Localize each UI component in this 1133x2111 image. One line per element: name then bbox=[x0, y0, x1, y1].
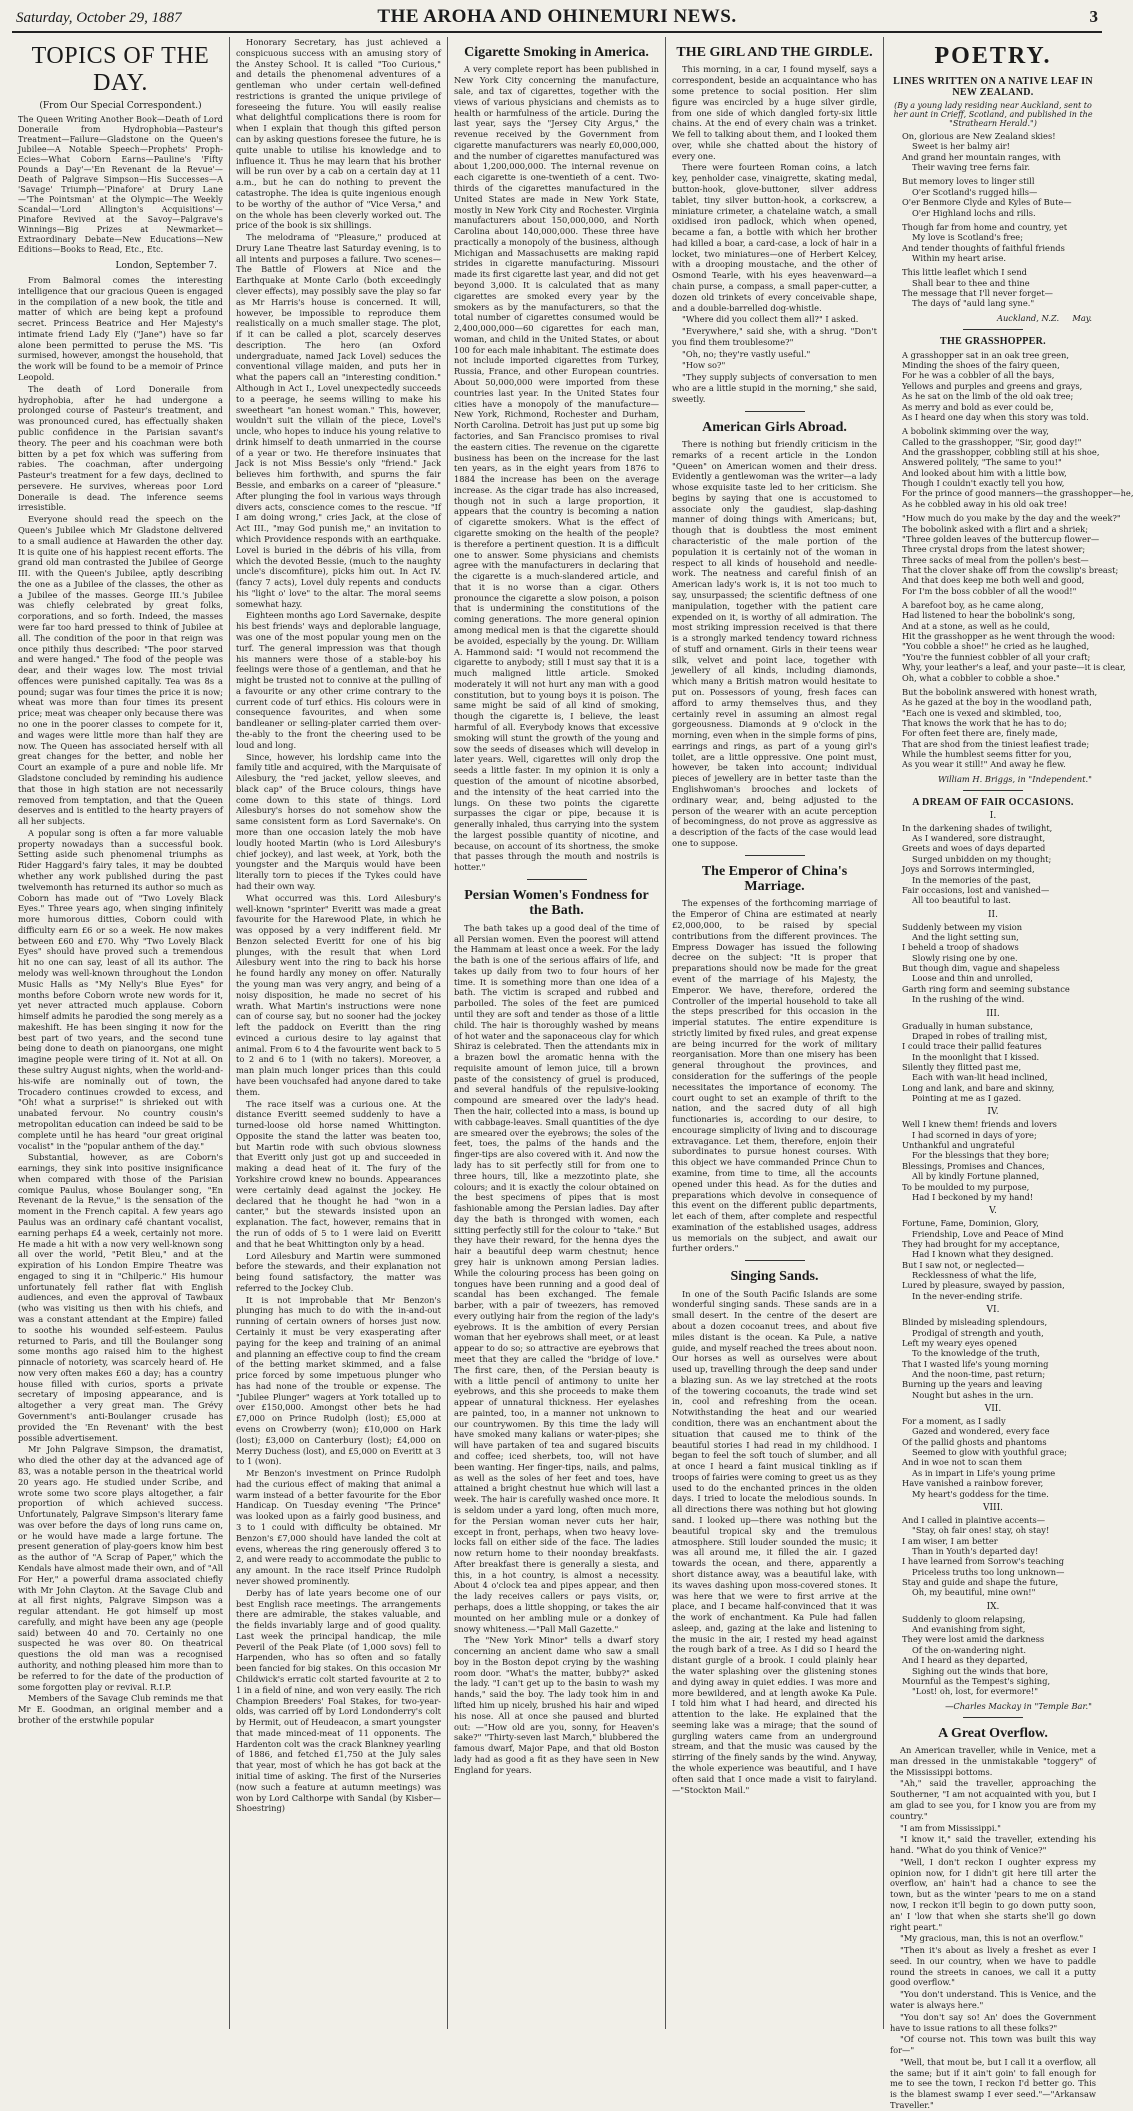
poem-stanza bbox=[902, 1515, 1096, 1598]
poem-line: Pointing at me as I gazed. bbox=[912, 1093, 1022, 1104]
poem-line: And at a stone, as well as he could, bbox=[902, 620, 1051, 631]
section-numeral: IX. bbox=[986, 1601, 1000, 1612]
divider bbox=[745, 411, 805, 412]
poem-stanza bbox=[902, 1119, 1096, 1202]
poem-intro: (By a young lady residing near Auckland, sent to her aunt in Crieff, Scotland, and published in the "Strathearn Herald.") bbox=[893, 101, 1093, 128]
paragraph: "I am from Mississippi." bbox=[900, 1822, 1001, 1833]
column-1 bbox=[12, 37, 230, 2029]
poem-line: All by kindly Fortune planned, bbox=[912, 1171, 1040, 1182]
poem-line: I have learned from Sorrow's teaching bbox=[902, 1556, 1065, 1567]
poem-stanza bbox=[902, 176, 1096, 217]
paragraph: "Oh, no; they're vastly useful." bbox=[682, 348, 811, 359]
poem-line: "Stay, oh fair ones! stay, oh stay! bbox=[912, 1525, 1050, 1536]
poem-stanza bbox=[902, 687, 1096, 770]
poem-line: On, glorious are New Zealand skies! bbox=[902, 131, 1056, 141]
poem-line: My heart's goddess for the time. bbox=[912, 1488, 1049, 1499]
paragraph: The melodrama of "Pleasure," produced at Drury Lane Theatre last Saturday evening, is to all intents and purposes a failure. Two scenes—The Battle of Flowers at Nice and the Earthquake at Monte Carlo (both exceedingly clever effects), may possibly save the play so far as Mr Harris's house is concerned. It will, however, be impossible to reproduce them realistically on a much smaller stage. The plot, if it can be called a plot, scarcely deserves description. The hero (an Oxford undergraduate, named Jack Lovel) seduces the conventional village maiden, and puts her in what the papers call an "interesting condition." Although in Act I., Lovel unexpectedly succeeds to a peerage, he seems willing to make his sweetheart "an honest woman." This, however, wouldn't suit the villain of the piece, Lovel's uncle, who hopes to induce his young relative to drink himself to death unmarried in the course of a year or two. He therefore insinuates that Jack is not Miss Bessie's only "friend." Jack believes him forthwith, and spurns the fair Bessie, and embarks on a career of "pleasure." After plunging the fool in various ways through divers acts, conscience comes to the rescue. "If I am doing wrong," cries Jack, at the close of Act III., "may God punish me," an invitation to which Providence responds with an earthquake. Lovel is buried in the débris of his villa, from which the devoted Bessie, (much to the naughty uncle's discomfiture), picks him out. In Act IV. (fancy 7 acts), Lovel duly repents and conducts his "light o' love" to the altar. The moral seems somewhat hazy. bbox=[236, 232, 441, 609]
poem-line: Answered politely, "The same to you!" bbox=[902, 457, 1062, 468]
poem-line: A bobolink skimming over the way, bbox=[902, 426, 1049, 437]
poem-line: Blessings, Promises and Chances, bbox=[902, 1160, 1045, 1171]
topics-summary: The Queen Writing Another Book—Death of Lord Doneraile from Hydrophobia—Pasteur's Treatment—Failure—Gladstone on the Queen's Jubilee—A Notable Speech—Prophets' Proph-Ecies—What Coborn Earns—Pauline's 'Fifty Pounds a Day'—'En Revenant de la Revue'—Death of Palgrave Simpson—His Successes—A 'Savage' Triumph—'Pinafore' at Drury Lane—'The Pointsman' at the Olympic—The Weekly Scandal—'Lord Allington's Acquisitions'—Pinafore Revived at the Savoy—Palgrave's Winnings—Big Prizes at Newmarket—Extraordinary Debate—New Educations—New Editions—Books to Read, Etc., Etc. bbox=[18, 115, 223, 254]
paragraph: "My gracious, man, this is not an overflow." bbox=[900, 1933, 1084, 1944]
poem-line: Stay and guide and shape the future, bbox=[902, 1577, 1059, 1588]
paragraph: "Well, that mout be, but I call it a overflow, all the same; but if it ain't goin' to fall enough for me to see the town, I reckon I'd better go. This is the blamest swamp I ever seed."—"Arkansaw Traveller." bbox=[890, 2056, 1096, 2111]
poem-line: Three crystal drops from the latest shower; bbox=[902, 544, 1086, 555]
poem-line: "Lost! oh, lost, for evermore!" bbox=[912, 1686, 1039, 1697]
poem-line: The message that I'll never forget— bbox=[902, 288, 1053, 299]
poem-line: Recklessness of what the life, bbox=[912, 1270, 1037, 1281]
poem-line: A barefoot boy, as he came along, bbox=[902, 600, 1044, 611]
poem-line: In the moonlight that I kissed. bbox=[912, 1051, 1040, 1062]
poem-line: Within my heart arise. bbox=[912, 252, 1007, 263]
poem-line: Unthankful and ungrateful bbox=[902, 1140, 1015, 1151]
poem-line: For the prince of good manners—the grasshopper—he, bbox=[902, 488, 1133, 499]
poem-title: LINES WRITTEN ON A NATIVE LEAF IN NEW ZEALAND. bbox=[893, 76, 1093, 98]
poem-stanza bbox=[902, 1416, 1096, 1499]
poem-line: Though I couldn't exactly tell you how, bbox=[902, 478, 1065, 489]
poem-line: Each with wan-lit head inclined, bbox=[912, 1072, 1048, 1083]
poem-line: To be moulded to my purpose, bbox=[902, 1181, 1030, 1192]
poem-stanza bbox=[902, 513, 1121, 596]
paragraph: There were fourteen Roman coins, a latch key, penholder case, vinaigrette, skating medal, button-hook, glove-buttoner, silver address tablet, tiny silver button-hook, a corkscrew, a miniature crimeter, a chatelaine watch, a small oxidised iron padlock, which when opened, became a fan, a bottle with which her brother had killed a boar, a card-case, a lock of hair in a locket, two miniatures—one of Herbert Kelcey, with a drooping moustache, and the other of Osmond Tearle, with his eyes heavenward—a chain purse, a compass, a small paper-cutter, a dozen old trinkets of every conceivable shape, and a double-barrelled dog-whistle. bbox=[672, 162, 877, 313]
poem-line: I had scorned in days of yore; bbox=[912, 1129, 1037, 1140]
poem-line: Their waving tree ferns fair. bbox=[912, 162, 1031, 173]
poem-line: "You cobble a shoe!" he cried as he laughed, bbox=[902, 641, 1090, 652]
poem-line: "How much do you make by the day and the week?" bbox=[902, 513, 1121, 524]
poem-line: Sighing out the winds that bore, bbox=[912, 1665, 1049, 1676]
poem-line: O'er Benmore Clyde and Kyles of Bute— bbox=[902, 197, 1072, 208]
paragraph: Mr Benzon's investment on Prince Rudolph had the curious effect of making that animal a warm instead of a better favourite for the Ebor Handicap. On Tuesday evening "The Prince" was looked upon as a fairly good business, and 3 to 1 could with difficulty be obtained. Mr Benzon's £7,000 should have landed the colt at evens, whereas the ring generously offered 3 to 2, and were ready to accommodate the public to any amount. In the race itself Prince Rudolph never showed prominently. bbox=[236, 1468, 441, 1586]
paragraph: Eighteen months ago Lord Savernake, despite his best friends' ways and deplorable language, was one of the most popular young men on the turf. The general impression was that though his manners were those of a stable-boy his feelings were those of a gentleman, and that he might be trusted not to connive at the pulling of a favourite or any other crime contrary to the current code of turf ethics. His colours were in consequence favourites, and when some bandleaner or selling-plater carried them over-the-ably to the front the cheering used to be loud and long. bbox=[236, 610, 441, 750]
paragraph: Since, however, his lordship came into the family title and acquired, with the Marquisate of Ailesbury, the "red jacket, yellow sleeves, and black cap" of the Bruce colours, things have come down to this state of things. Lord Ailesbury's horses do not somehow show the same consistent form as Lord Savernake's. On more than one occasion lately the mob have loudly hooted Martin (who is Lord Ailesbury's chief jockey), and last week, at York, both the youngster and the Marquis would have been literally torn to pieces if the Tykes could have had their own way. bbox=[236, 751, 441, 891]
article-title: Singing Sands. bbox=[730, 1269, 819, 1285]
paragraph: "You don't understand. This is Venice, and the water is always here." bbox=[890, 1989, 1096, 2010]
poem-line: Well I knew them! friends and lovers bbox=[902, 1119, 1057, 1130]
poem-line: Lured by pleasure, swayed by passion, bbox=[902, 1280, 1065, 1291]
paragraph: The "New York Minor" tells a dwarf story concerning an ancient dame who saw a small boy in the Boston depot crying by the washing room door. "What's the matter, bubby?" asked the lady. "I can't get up to the basin to wash my hands," said the boy. The lady took him in and lifted him up nicely, brushed his hair and wiped his nose. All at once she paused and blurted out: —"How old are you, sonny, for Heaven's sake?" "Thirty-seven last March," blubbered the famous dwarf, Major Pape, and that old Boston lady had as good a fit as they have seen in New England for years. bbox=[454, 1635, 659, 1775]
poem-stanza bbox=[902, 1021, 1096, 1104]
poem-line: And looked about him with a little bow, bbox=[902, 467, 1067, 478]
poem-line: Shall bear to thee and thine bbox=[912, 277, 1030, 288]
paragraph: "Well, I don't reckon I oughter express my opinion now, for I didn't git here till arter the overflow, an' hain't had a chance to see the town, but as the winter 'pears to me on a stand now, I reckon it'll begin to go down putty soon, an' I 'low that when she starts she'll go down right peart." bbox=[890, 1856, 1096, 1932]
poem-line: I could trace their pallid features bbox=[902, 1041, 1042, 1052]
poem-line: As you wear it still!" And away he flew. bbox=[902, 759, 1066, 770]
paragraph: "Then it's about as lively a freshet as ever I seed. In our country, when we have to paddle round the streets in canoes, we call it a putty good overflow." bbox=[890, 1945, 1096, 1988]
article-persian-bath bbox=[454, 888, 659, 1776]
paragraph: This morning, in a car, I found myself, says a correspondent, beside an acquaintance who has some pretence to social position. Her slim figure was encircled by a huge silver girdle, from one side of which dangled forty-six little chains. At the end of every chain was a trinket. We fell to talking about them, and I looked them over, while she chatted about the history of every one. bbox=[672, 64, 877, 161]
poem-line: Gazed and wondered, every face bbox=[912, 1426, 1050, 1437]
paragraph: "Everywhere," said she, with a shrug. "Don't you find them troublesome?" bbox=[672, 326, 877, 347]
dateline: London, September 7. bbox=[115, 261, 217, 271]
topics-title: TOPICS OF THE DAY. bbox=[31, 43, 210, 96]
poem-line: And grand her mountain ranges, with bbox=[902, 151, 1061, 162]
article-great-overflow bbox=[890, 1726, 1096, 2111]
poem-line: Joys and Sorrows intermingled, bbox=[902, 864, 1035, 875]
poem-line: Minding the shoes of the fairy queen, bbox=[902, 360, 1060, 371]
poem-line: Suddenly to gloom relapsing, bbox=[902, 1613, 1026, 1624]
article-title: The Emperor of China's Marriage. bbox=[701, 863, 848, 895]
poem-line: All too beautiful to last. bbox=[912, 895, 1011, 906]
poem-place: Auckland, N.Z. bbox=[996, 312, 1060, 323]
poem-line: In the rushing of the wind. bbox=[912, 994, 1025, 1005]
poem-line: Three sacks of meal from the pollen's best— bbox=[902, 554, 1089, 565]
paragraph: Everyone should read the speech on the Queen's Jubilee which Mr Gladstone delivered to a small audience at Hawarden the other day. It is quite one of his happiest recent efforts. The grand old man contrasted the Jubilee of George III. with the Queen's Jubilee, aptly describing the one as a Jubilee of the classes, the other as a Jubilee of the masses. George III.'s Jubilee was chiefly celebrated by great folks, corporations, and so forth. Indeed, the masses were far too hard pressed to think of Jubilee at all. The condition of the poor in that reign was once pithily thus described: "The poor starved and were hanged." The food of the people was dear, and their wages low. The most trivial offences were punished capitally. Tea was 8s a pound; sugar was four times the price it is now; wheat was more than four times its present price; meat was cheaper only because there was no one in the poorer classes to compete for it, and wages were little more than half they are now. The Queen has associated herself with all great changes for the better, and noble her Court an example of a pure and noble life. Mr Gladstone concluded by reminding his audience that those in high station are not necessarily removed from temptation, and that the Queen deserves and is entitled to the hearty prayers of all her subjects. bbox=[18, 514, 223, 827]
poem-line: Burning up the years and leaving bbox=[902, 1379, 1043, 1390]
poem-line: As I wandered, sore distraught, bbox=[912, 833, 1046, 844]
poem-line: And the grasshopper, cobbling still at his shoe, bbox=[902, 446, 1100, 457]
poem-line: And evanishing from sight, bbox=[912, 1624, 1026, 1635]
newspaper-title: THE AROHA AND OHINEMURI NEWS. bbox=[377, 6, 737, 27]
poem-line: Greets and woes of days departed bbox=[902, 843, 1046, 854]
paragraph: It is not improbable that Mr Benzon's plunging has much to do with the in-and-out running of certain owners of horses just now. Certainly it must be very exasperating after paying for the keep and training of an animal and planning an effective coup to find the cream of the betting market skimmed, and a false price forced by some impetuous plunger who has had none of the trouble or expense. The "Jubilee Plunger" wagers at York totalled up to over £150,000. Amongst other bets he had £7,000 on Prince Rudolph (lost); £5,000 at evens on Crowberry (won); £10,000 on Hark (lost); £3,000 on Canterbury (lost); £4,000 on Merry Duchess (lost), and £5,000 on Everitt at 3 to 1 (won). bbox=[236, 1294, 441, 1467]
poem-line: For often feet there are, finely made, bbox=[902, 728, 1058, 739]
poem-line: But memory loves to linger still bbox=[902, 176, 1035, 187]
poem-line: That the clover shake off from the cowslip's breast; bbox=[902, 564, 1119, 575]
article-emperor-china bbox=[672, 864, 877, 1255]
poem-stanza bbox=[902, 922, 1096, 1005]
poem-stanza bbox=[902, 823, 1096, 906]
section-numeral: I. bbox=[989, 810, 997, 821]
poem-line: Suddenly between my vision bbox=[902, 921, 1023, 932]
poem-line: Why, your leather's a leaf, and your paste—it is clear, bbox=[902, 662, 1126, 673]
poem-line: Prodigal of strength and youth, bbox=[912, 1327, 1044, 1338]
paragraph: "You don't say so! An' does the Government have to issue rations to all these folks?" bbox=[890, 2011, 1096, 2033]
section-numeral: VII. bbox=[984, 1404, 1002, 1415]
section-numeral: III. bbox=[986, 1008, 1000, 1019]
topics-body bbox=[18, 275, 223, 1726]
poem-line: For the blessings that they bore; bbox=[912, 1150, 1050, 1161]
poem-stanza bbox=[902, 426, 1133, 509]
poem-author: May. bbox=[1072, 312, 1092, 323]
article-title: Persian Women's Fondness for the Bath. bbox=[464, 887, 649, 919]
section-numeral: IV. bbox=[987, 1107, 999, 1118]
poem-line: The bobolink asked with a flirt and a shriek; bbox=[902, 523, 1088, 534]
poem-line: They were lost amid the darkness bbox=[902, 1634, 1045, 1645]
poem-line: Priceless truths too long unknown— bbox=[912, 1566, 1065, 1577]
poem-line: Loose and thin and unrolled, bbox=[912, 973, 1033, 984]
poem-line: O'er Scotland's rugged hills— bbox=[912, 186, 1038, 197]
paragraph: An American traveller, while in Venice, met a man dressed in the unmistakable "toggery" of the Mississippi bottoms. bbox=[890, 1745, 1096, 1777]
poem-line: My love is Scotland's free; bbox=[912, 232, 1023, 243]
poem-line: O'er Highland lochs and rills. bbox=[912, 207, 1036, 218]
poem-line: That I wasted life's young morning bbox=[902, 1358, 1049, 1369]
poem-line: Yellows and purples and greens and grays, bbox=[902, 380, 1083, 391]
poem-line: Though far from home and country, yet bbox=[902, 221, 1068, 232]
poem-line: Oh, my beautiful, mine own!" bbox=[912, 1587, 1036, 1598]
poem-line: As he gazed at the boy in the woodland path, bbox=[902, 697, 1092, 708]
poem-line: The days of "auld lang syne." bbox=[912, 298, 1035, 309]
poem-line: Hit the grasshopper as he went through the wood: bbox=[902, 631, 1116, 642]
poem-line: For I'm the boss cobbler of all the wood!" bbox=[902, 585, 1077, 596]
poem-line: Long and lank, and bare and skinny, bbox=[902, 1082, 1055, 1093]
divider bbox=[745, 1260, 805, 1261]
divider bbox=[963, 790, 1023, 791]
poem-line: Mournful as the Tempest's sighing, bbox=[902, 1675, 1051, 1686]
column-2 bbox=[230, 37, 448, 2029]
paragraph: "Where did you collect them all?" I asked. bbox=[682, 314, 859, 325]
poem-signature: —Charles Mackay in "Temple Bar." bbox=[945, 1700, 1092, 1711]
poem-title: A DREAM OF FAIR OCCASIONS. bbox=[912, 796, 1074, 808]
poem-line: But though dim, vague and shapeless bbox=[902, 963, 1060, 974]
poem-stanza bbox=[902, 350, 1096, 423]
paragraph: Members of the Savage Club reminds me that Mr E. Goodman, an original member and a brother of the erstwhile popular bbox=[18, 1693, 223, 1725]
paragraph: The death of Lord Doneraile from hydrophobia, after he had undergone a prolonged course of Pasteur's treatment, and was pronounced cured, has effectually shaken public confidence in the Parisian savant's theory. The peer and his coachman were both bitten by a pet fox which was suffering from rabies. The coachman, after undergoing Pasteur's treatment for a few days, declined to persevere. He survives, whereas poor Lord Doneraile is dead. The inference seems irresistible. bbox=[18, 383, 223, 513]
poem-line: Of the on-wandering night. bbox=[912, 1644, 1027, 1655]
paragraph: Honorary Secretary, has just achieved a conspicuous success with an amusing story of the Anstey School. It is called "Too Curious," and details the phenomenal adventures of a gentleman who under certain well-defined restrictions is granted the unique privilege of foreseeing the future. You will easily realise what delightful complications there is room for when I explain that though this gifted person can by asking questions foresee the future, he is quite unable to utilise his knowledge and to influence it. Thus he may learn that his brother will be run over by a cab on a certain day at 11 a.m., but he can do nothing to prevent the catastrophe. The idea is quite ingenious enough to be worthy of the author of "Vice Versa," and on the whole has been cleverly worked out. The price of the book is six shillings. bbox=[236, 37, 441, 231]
paragraph: The expenses of the forthcoming marriage of the Emperor of China are estimated at nearly £2,000,000, to be raised by special contributions from the different provinces. The Empress Dowager has issued the following decree on the subject: "It is proper that preparations should now be made for the great event of the marriage of his Majesty, the Emperor. We have, therefore, ordered the Controller of the imperial household to take all the steps prescribed for this occasion in the imperial statutes. The entire expenditure is strictly limited by fixed rules, and great expense are being incurred for the work of military reorganisation. More than one misery has been general throughout the provinces, and consideration for the sufferings of the people necessitates the importance of economy. The court ought to set an example of thrift to the nation, and the sacred duty of all high functionaries is, according to our desire, to encourage simplicity of living and to discourage extravagance. Let them, therefore, enjoin their subordinates to pursue honest courses. With this object we have commanded Prince Chun to examine, from time to time, all the accounts opened under this head. As for the duties and preparations which devolve in consequence of this event on the different public departments, let each of them, after complete and respectful examination of the established usages, address us memorials on the subject, and await our further orders." bbox=[672, 898, 877, 1254]
poem-line: Slowly rising one by one. bbox=[912, 952, 1018, 963]
paragraph: The race itself was a curious one. At the distance Everitt seemed suddenly to have a turned-loose old horse named Whittington. Opposite the stand the latter was beaten too, but Martin rode with such obvious slowness that Everitt only just got up and succeeded in making a dead heat of it. The fury of the Yorkshire crowd knew no bounds. Appearances were certainly dead against the jockey. He declared that he thought he had "won in a canter," but the stewards insisted upon an explanation. The fact, however, remains that in the run of odds of 5 to 1 were laid on Everitt and that he beat Whittington only by a head. bbox=[236, 1098, 441, 1249]
poem-line: Had listened to hear the bobolink's song, bbox=[902, 610, 1076, 621]
poem-line: While the humblest seems fitter for you, bbox=[902, 749, 1072, 760]
paragraph: A very complete report has been published in New York City concerning the manufacture, sale, and tax of cigarettes, together with the views of various physicians and chemists as to health or harmfulness of the article. During the last year, says the "Jersey City Argus," the revenue received by the Government from cigarette manufacturers was nearly £0,000,000, and the number of cigarettes manufactured was about 1,200,000,000. The internal revenue on each cigarette is one-twentieth of a cent. Two-thirds of the cigarettes manufactured in the United States are made in New York State, mostly in New York City and Rochester. Virginia manufacturers about 150,000,000, and North Carolina about 140,000,000. These three have practically a monopoly of the business, although Michigan and Massachusetts are making rapid strides in cigarette manufacturing. Missouri made its first cigarette last year, and did not get beyond 3,000. It is calculated that as many cigarettes are smoked every year by the smokers as by the manufacturers, so that the total number of cigarettes consumed would be 2,400,000,000—60 cigarettes for each man, woman, and child in the United States, or about 100 for each male inhabitant. The estimate does not include imported cigarettes from Turkey, Russia, France, and other European countries. About 50,000,000 were imported from these countries last year. In the United States four cities have a monopoly of the manufacture—New York, Richmond, Rochester and Durham, North Carolina. Detroit has just put up some big factories, and San Francisco promises to rival the eastern cities. The revenue on the cigarette business has been on the increase for the last ten years, as in the eight years from 1876 to 1884 the increase has been on the average increase. As the cigar trade has also increased, though not in such a large proportion, it appears that the country is becoming a nation of cigarette smokers. What is the effect of cigarette smoking on the health of the people? is therefore a pertinent question. It is a difficult one to answer. Some physicians and chemists agree with the manufacturers in declaring that the cigarette is a much-slandered article, and that it is no worse than a cigar. Others pronounce the cigarette a slow poison, a poison that is undermining the constitutions of the coming generations. The more general opinion among medical men is that the cigarette should be avoided, especially by the young. Dr. William A. Hammond said: "I would not recommend the cigarette to anybody; still I must say that it is a much maligned little article. Smoked moderately it will not hurt any man with a good constitution, but to young boys it is poison. The same might be said of all kind of smoking, though the cigarette is, I believe, the least harmful of all. Everybody knows that excessive smoking will stunt the growth of the young and sow the seeds of diseases which will develop in later years. Well, cigarettes will only drop the seeds a little faster. In my opinion it is only a question of the amount of nicotine absorbed, and the intensity of the heat carried into the lungs. On these two points the cigarette surpasses the cigar or pipe, because it is generally inhaled, thus carrying into the system the largest possible quantity of nicotine, and because, on account of its shortness, the smoke that passes through the mouth and nostrils is hotter." bbox=[454, 64, 659, 873]
poem-line: Gradually in human substance, bbox=[902, 1020, 1033, 1031]
article-title: A Great Overflow. bbox=[938, 1725, 1048, 1741]
poem-stanza bbox=[902, 1317, 1096, 1400]
poem-line: I am wiser, I am better bbox=[902, 1535, 998, 1546]
poem-native-leaf bbox=[890, 76, 1096, 323]
poem-line: Sweet is her balmy air! bbox=[912, 141, 1010, 152]
poem-line: Nought but ashes in the urn. bbox=[912, 1389, 1034, 1400]
section-numeral: VI. bbox=[986, 1305, 1000, 1316]
poem-line: In the darkening shades of twilight, bbox=[902, 822, 1053, 833]
poem-line: For a moment, as I sadly bbox=[902, 1416, 1006, 1427]
paragraph: Derby has of late years become one of our best English race meetings. The arrangements there are admirable, the stakes valuable, and the fields invariably large and of good quality. Last week the principal handicap, the mile Peveril of the Peak Plate (of 1,000 sovs) fell to Harpenden, who has so often and so fatally been fancied for big stakes. On this occasion Mr Childwick's erratic colt started favourite at 2 to 1 in a field of nine, and won very easily. The rich Champion Breeders' Foal Stakes, for two-year-olds, was carried off by Lord Londonderry's colt by Hermit, out of Heudeacon, a smart youngster that made minced-meat of 11 opponents. The Hardenton colt was the crack Blankney yearling of 1886, and fetched £1,750 at the July sales that year, most of which he has got back at the initial time of asking. The first of the Nurseries (now such a feature at autumn meetings) was won by Lord Calthorpe with Sandal (by Kisber—Shoestring) bbox=[236, 1587, 441, 1814]
poem-line: "Three golden leaves of the buttercup flower— bbox=[902, 533, 1100, 544]
poem-line: And the light setting sun, bbox=[912, 932, 1019, 942]
divider bbox=[527, 879, 587, 880]
poem-line: In the never-ending strife. bbox=[912, 1290, 1023, 1301]
poem-line: And the noon-time, past return; bbox=[912, 1368, 1046, 1379]
paragraph: "Ah," said the traveller, approaching the Southerner, "I am not acquainted with you, but I am glad to see you, for I know you are from my country." bbox=[890, 1778, 1096, 1821]
poem-line: In the memories of the past, bbox=[912, 874, 1031, 885]
article-american-girls bbox=[672, 420, 877, 849]
poem-line: Fortune, Fame, Dominion, Glory, bbox=[902, 1218, 1039, 1229]
poem-line: Seemed to glow with youthful grace; bbox=[912, 1447, 1067, 1458]
poem-signature: William H. Briggs, in "Independent." bbox=[937, 773, 1092, 784]
column-4 bbox=[666, 37, 884, 2029]
paragraph: "Of course not. This town was built this way for—" bbox=[890, 2034, 1096, 2056]
poem-line: That are shod from the tiniest leafiest trade; bbox=[902, 738, 1090, 749]
poem-line: Blinded by misleading splendours, bbox=[902, 1317, 1048, 1328]
column-5 bbox=[884, 37, 1133, 2111]
poem-stanza bbox=[902, 1218, 1096, 1301]
divider bbox=[963, 1717, 1023, 1718]
poem-dream bbox=[890, 797, 1096, 1711]
paragraph: "How so?" bbox=[682, 360, 726, 371]
columns bbox=[12, 37, 1133, 2111]
poem-line: And I heard as they departed, bbox=[902, 1655, 1028, 1666]
section-numeral: VIII. bbox=[982, 1502, 1004, 1513]
poem-line: But I saw not, or neglected— bbox=[902, 1259, 1025, 1270]
poem-stanza bbox=[902, 222, 1096, 263]
paragraph: A popular song is often a far more valuable property nowadays than a successful book. Setting aside such phenomenal triumphs as Rider Haggard's fairy tales, it may be doubted whether any work published during the past twelvemonth has returned its author so much as Coborn has made out of "Two Lovely Black Eyes." Three years ago, when singing infinitely more humorous ditties, Coborn could with difficulty earn £6 or so a week. He now makes between £60 and £70. Why "Two Lovely Black Eyes" should have proved such a tremendous hit no one can say, least of all its author. The melody was well-known throughout the London Music Halls as "My Nelly's Blue Eyes" for months before Coborn wrote new words for it, yet never attracted much applause. Coborn himself admits he parodied the song merely as a makeshift. He has been singing it now for the best part of two years, and the second tune being done to death on pianoorgans, one might imagine people were tiring of it. Not at all. On these sultry August nights, when the world-and-his-wife are nominally out of town, the Trocadero continues crowded to excess, and "Oh! what a surprise!" is shrieked out with unabated fervour. No country cousin's metropolitan education can indeed be said to be complete until he has heard "our great original vocalist" in the "popular anthem of the day." bbox=[18, 827, 223, 1151]
poem-line: They had brought for my acceptance, bbox=[902, 1238, 1060, 1249]
poem-line: "You're the funniest cobbler of all your craft; bbox=[902, 651, 1091, 662]
poem-line: Have vanished a rainbow forever, bbox=[902, 1478, 1044, 1489]
correspondent-byline: (From Our Special Correspondent.) bbox=[39, 101, 202, 111]
poem-line: Friendship, Love and Peace of Mind bbox=[912, 1228, 1064, 1239]
paragraph: Mr John Palgrave Simpson, the dramatist, who died the other day at the advanced age of 83, was a notable person in the theatrical world 20 years ago. He studied under Scribe, and wrote some two score plays altogether, a fair proportion of which achieved success. Unfortunately, Palgrave Simpson's literary fame was over before the days of long runs came on, or he would have made a large fortune. The present generation of play-goers know him best as the author of "A Scrap of Paper," which the Kendals have almost made their own, and of "All For Her," a powerful drama associated chiefly with Mr John Clayton. At the Savage Club and at all first nights, Palgrave Simpson was a regular attendant. He got himself up most carefully, and might have been any age (people said) between 40 and 70. Certainly no one suspected he was over 80. On theatrical questions the old man was a recognised authority, and nothing pleased him more than to be referred to for the date of the production of some forgotten play or revival. R.I.P. bbox=[18, 1444, 223, 1692]
poem-line: Of the pallid ghosts and phantoms bbox=[902, 1436, 1047, 1447]
paragraph: The bath takes up a good deal of the time of all Persian women. Even the poorest will attend the Hammam at least once a week. For the lady the bath is one of the serious affairs of life, and takes up daily from two to four hours of her time. It is something more than one idea of a bath. The victim is scraped and rubbed and parboiled. The soles of the feet are pumiced until they are soft and tender as those of a little child. The hair is thoroughly washed by means of hot water and the saponaceous clay for which Shiraz is celebrated. Then the attendants mix in a brazen bowl the aromatic henna with the requisite amount of lemon juice, till a brown paste of the consistency of gruel is produced, and several handfuls of the repulsive-looking compound are smeared over the lady's head. Then the hair, collected into a mass, is bound up with cabbage-leaves. Small quantities of the dye are smeared over the eyebrows; the soles of the feet, toes, the palms of the hands and the finger-tips are also covered with it. And now the lady has to sit perfectly still for from one to three hours, till, like a mezzotinto plate, she colours; and it is exactly the colour obtained on the best specimens of pipes that is most fashionable among the Persian ladies. Day after day the bath is thronged with women, each sitting perfectly still for the colour to "take." But they have their reward, for the henna dyes the hair a beautiful deep warm chestnut; hence grey hair is unknown among Persian ladies. While the colouring process has been going on tongues have been running and a good deal of scandal has been exchanged. The female barber, with a pair of tweezers, has removed every outlying hair from the region of the lady's eyebrows. It is the ambition of every Persian woman that her eyebrows shall meet, or at least appear to do so; so attractive are eyebrows that meet that they are called the "bridge of love." The first care, then, of the Persian beauty is with a little pencil of antimony to unite her eyebrows, and this she proceeds to make them appear of unnatural thickness. Her eyelashes are painted, too, in a manner not unknown to our countrywomen. By this time the lady will have smoked many kalians or water-pipes; she will have partaken of tea and sugared biscuits and coffee; iced sherbets, too, will not have been wanting. Her finger-tips, nails, and palms, as well as the soles of her feet and toes, have attained a bright chestnut hue which will last a week. The hair is carefully washed once more. It is seldom under a yard long, often much more, for the Persian woman never cuts her hair, except in front, perhaps, when two heavy love-locks fall on either side of the face. The ladies now return home to their noonday breakfasts. After breakfast there is generally a siesta, and this, in a hot country, is almost a necessity. About 4 o'clock tea and pipes appear, and then the lady receives callers or pays visits, or, perhaps, does a little shopping, or takes the air mounted on her ambling mule or a donkey of snowy whiteness.—"Pall Mall Gazette." bbox=[454, 922, 659, 1634]
masthead bbox=[12, 6, 1102, 33]
poem-line: As he sat on the limb of the old oak tree; bbox=[902, 391, 1074, 402]
paragraph: "They supply subjects of conversation to men who are a little stupid in the morning," she said, sweetly. bbox=[672, 372, 877, 404]
poem-line: A grasshopper sat in an oak tree green, bbox=[902, 349, 1070, 360]
issue-date: Saturday, October 29, 1887 bbox=[16, 10, 182, 26]
paragraph: What occurred was this. Lord Ailesbury's well-known "sprinter" Everitt was made a great favourite for the Harewood Plate, in which he was opposed by a very indifferent field. Mr Benzon selected Everitt for one of his big plunges, with the result that when Lord Ailesbury went into the ring to back his horse he found hardly any money on offer. Naturally the young man was very angry, and being of a noisy disposition, he made no secret of his wrath. What Martin's instructions were none can of course say, but no sooner had the jockey left the paddock on Everitt than the ring evinced a curious desire to lay against that animal. From 6 to 4 the favourite went back to 5 to 2 and 6 to 1 (with no takers). Moreover, a man plain much longer prices than this could have been vouchsafed had anyone dared to take them. bbox=[236, 892, 441, 1097]
poem-line: And in woe not to scan them bbox=[902, 1457, 1023, 1468]
poem-line: To the knowledge of the truth, bbox=[912, 1348, 1040, 1359]
paragraph: From Balmoral comes the interesting intelligence that our gracious Queen is engaged in the compilation of a new book, the title and matter of which are being kept a profound secret. Princess Beatrice and Her Majesty's intimate friend Lady Ely ("Jane") have so far alone been permitted to peruse the MS. 'Tis surmised, however, amongst the household, that the work will be found to be a memoir of Prince Leopold. bbox=[18, 275, 223, 383]
paragraph: "I know it," said the traveller, extending his hand. "What do you think of Venice?" bbox=[890, 1834, 1096, 1856]
poem-line: I beheld a troop of shadows bbox=[902, 942, 1019, 953]
paragraph: In one of the South Pacific Islands are some wonderful singing sands. These sands are in a small desert. In the centre of the desert are about a dozen cocoanut trees, and about five miles distant is the ocean. Ka Pule, a native guide, and myself reached the trees about noon. Our horses as well as ourselves were about used up, travelling through the deep sand under a blazing sun. As we lay stretched at the roots of the towering cocoanuts, the trade wind set in, cool and refreshing from the ocean. Notwithstanding the heat and our wearied condition, there was an enchantment about the situation that caused me to think of the beautiful stories I had read in my childhood. I began to feel the soft touch of slumber, and all at once I heard a faint musical tinkling as if troops of fairies were coming to greet us as they used to do the enchanted princes in the olden days. I tried to locate the melodious sounds. In all directions there was nothing but hot glowing sand. I looked up—there was nothing but the beautiful tropical sky and the tremulous atmosphere. Still louder sounded the music; it was all around me, it filled the air. I gazed towards the ocean, and there, apparently a short distance away, was a beautiful lake, with its waves dashing upon moss-covered stones. It was here that we were to first arrive at the place, and I became half-convinced that it was the work of enchantment. Ka Pule had fallen asleep, and, gazing at the lake and listening to the music in the air, I rested my head against the rough bark of a tree. As I did so I heard the distant gurgle of a brook. I could plainly hear the water splashing over the glistening stones and dying away in quiet eddies. I was more and more bewildered, and at length awoke Ka Pule. I told him what I had heard, and directed his attention to the lake. He explained that the seeming lake was a mirage; that the sound of gurgling waters came from an underground stream, and that the music was caused by the stirring of the finely sands by the wind. Anyway, the whole experience was beautiful, and I have often said that I once made a visit to fairyland.—"Stockton Mail." bbox=[672, 1288, 877, 1795]
poem-line: As merry and bold as ever could be, bbox=[902, 401, 1054, 412]
poem-line: Garth ring form and seeming substance bbox=[902, 983, 1070, 994]
poem-line: As I heard one day when this story was told. bbox=[902, 411, 1089, 422]
poem-line: Called to the grasshopper, "Sir, good day!" bbox=[902, 436, 1082, 447]
article-title: Cigarette Smoking in America. bbox=[464, 45, 649, 60]
poem-line: And tender thoughts of faithful friends bbox=[902, 242, 1065, 253]
poem-line: Draped in robes of trailing mist, bbox=[912, 1030, 1048, 1041]
article-cigarette bbox=[454, 45, 659, 873]
poem-stanza bbox=[902, 267, 1096, 308]
article-title: THE GIRL AND THE GIRDLE. bbox=[676, 45, 873, 60]
section-numeral: II. bbox=[988, 909, 998, 920]
article-singing-sands bbox=[672, 1269, 877, 1795]
divider bbox=[745, 855, 805, 856]
poetry-title: POETRY. bbox=[934, 43, 1052, 69]
poem-line: That knows the work that he has to do; bbox=[902, 717, 1067, 728]
paragraph: There is nothing but friendly criticism in the remarks of a recent article in the London "Queen" on American women and their dress. Evidently a gentlewoman was the writer—a lady whose exquisite taste led to her criticism. She begins by saying that one is accustomed to associate only the gaudiest, slap-dashing manner of doing things with Americans; but, though that is doubtless the most eminent characteristic of the male portion of the population it is certainly not of the woman in respect to all kinds of household and needle-work. The neatness and careful finish of an American lady's work is, it is not too much to say, unsurpassed; the scientific deftness of one manipulation, together with the patient care expended on it, is worthy of all admiration. The most striking impression received is that there is a strongly marked tendency toward richness of stuff and ornament. Girls in their teens wear silk, velvet and point lace, together with jewellery of all kinds, including diamonds, which many a British matron would hesitate to put on. Possessors of young, fresh faces can afford to army themselves thus, and they certainly revel in assuming an almost regal gorgeousness. Diamonds at 9 o'clock in the morning, even when in the simple forms of pins, earrings and rings, as part of a young girl's toilet, are a little oppressive. One point must, however, be taken into account; individual pieces of jewellery are in better taste than the Englishwoman's brooches and lockets of ordinary wear, and, being adjusted to the person of the wearer with an acute perception of becomingness, do not prove as aggressive as a description of the facts of the case would lead one to suppose. bbox=[672, 439, 877, 848]
section-numeral: V. bbox=[989, 1206, 997, 1217]
poem-line: And I called in plaintive accents— bbox=[902, 1514, 1046, 1525]
poem-line: But the bobolink answered with honest wrath, bbox=[902, 686, 1098, 697]
poem-line: For he was a cobbler of all the bays, bbox=[902, 370, 1055, 381]
poem-line: Left my weary eyes opened bbox=[902, 1337, 1018, 1348]
poem-line: Oh, what a cobbler to cobble a shoe." bbox=[902, 672, 1060, 683]
paragraph: Substantial, however, as are Coborn's earnings, they sink into positive insignificance when compared with those of the Parisian comique Paulus, whose Boulanger song, "En Revenant de la Revue," is the sensation of the moment in the French capital. A few years ago Paulus was an ordinary café chantant vocalist, earning perhaps £4 a week, certainly not more. He made a hit with a now very well-known song all over the world, "Petit Bleu," and at the expiration of his London Empire Theatre was engaged to sing it in "Chilperic." His humour unfortunately fell rather flat with English audiences, and even the approval of Tawbaux (who was visiting us then with his chiefs, and was a constant attendant at the Empire) failed to soothe his wounded self-esteem. Paulus returned to Paris, and till the Boulanger song some months ago raised him to the highest pinnacle of notoriety, was scarcely heard of. He now very often makes £60 a day; has a country house filled with curios, sports a private secretary of imposing appearance, and is altogether a very great man. The Grévy Government's anti-Boulanger crusade has provided the 'En Revenant' with the best possible advertisement. bbox=[18, 1152, 223, 1443]
column-3 bbox=[448, 37, 666, 2029]
article-girl-girdle bbox=[672, 45, 877, 405]
poem-line: Fair occasions, lost and vanished— bbox=[902, 884, 1050, 895]
poem-stanza bbox=[902, 131, 1096, 172]
poem-line: As he cobbled away in his old oak tree! bbox=[902, 498, 1068, 509]
poem-line: Surged unbidden on my thought; bbox=[912, 853, 1052, 864]
poem-line: Had I known what they designed. bbox=[912, 1249, 1054, 1260]
poem-signature bbox=[890, 313, 1092, 323]
poem-line: "Each one is vexed and skimbled, too, bbox=[902, 707, 1062, 718]
poem-stanza bbox=[902, 1614, 1096, 1697]
poem-title: THE GRASSHOPPER. bbox=[940, 335, 1046, 347]
poem-stanza bbox=[902, 600, 1126, 683]
poem-line: And that does keep me both well and good, bbox=[902, 575, 1085, 586]
poem-grasshopper bbox=[890, 335, 1133, 784]
poem-line: This little leaflet which I send bbox=[902, 267, 1027, 278]
poem-line: Silently they flitted past me, bbox=[902, 1061, 1022, 1072]
divider bbox=[963, 329, 1023, 330]
poem-line: Than in Youth's departed day! bbox=[912, 1545, 1039, 1556]
page-number: 3 bbox=[1089, 7, 1098, 26]
paragraph: Lord Ailesbury and Martin were summoned before the stewards, and their explanation not being found satisfactory, the matter was referred to the Jockey Club. bbox=[236, 1250, 441, 1293]
article-title: American Girls Abroad. bbox=[702, 419, 847, 435]
poem-line: As in impart in Life's young prime bbox=[912, 1467, 1056, 1478]
poem-line: Had I beckoned by my hand! bbox=[912, 1191, 1034, 1202]
